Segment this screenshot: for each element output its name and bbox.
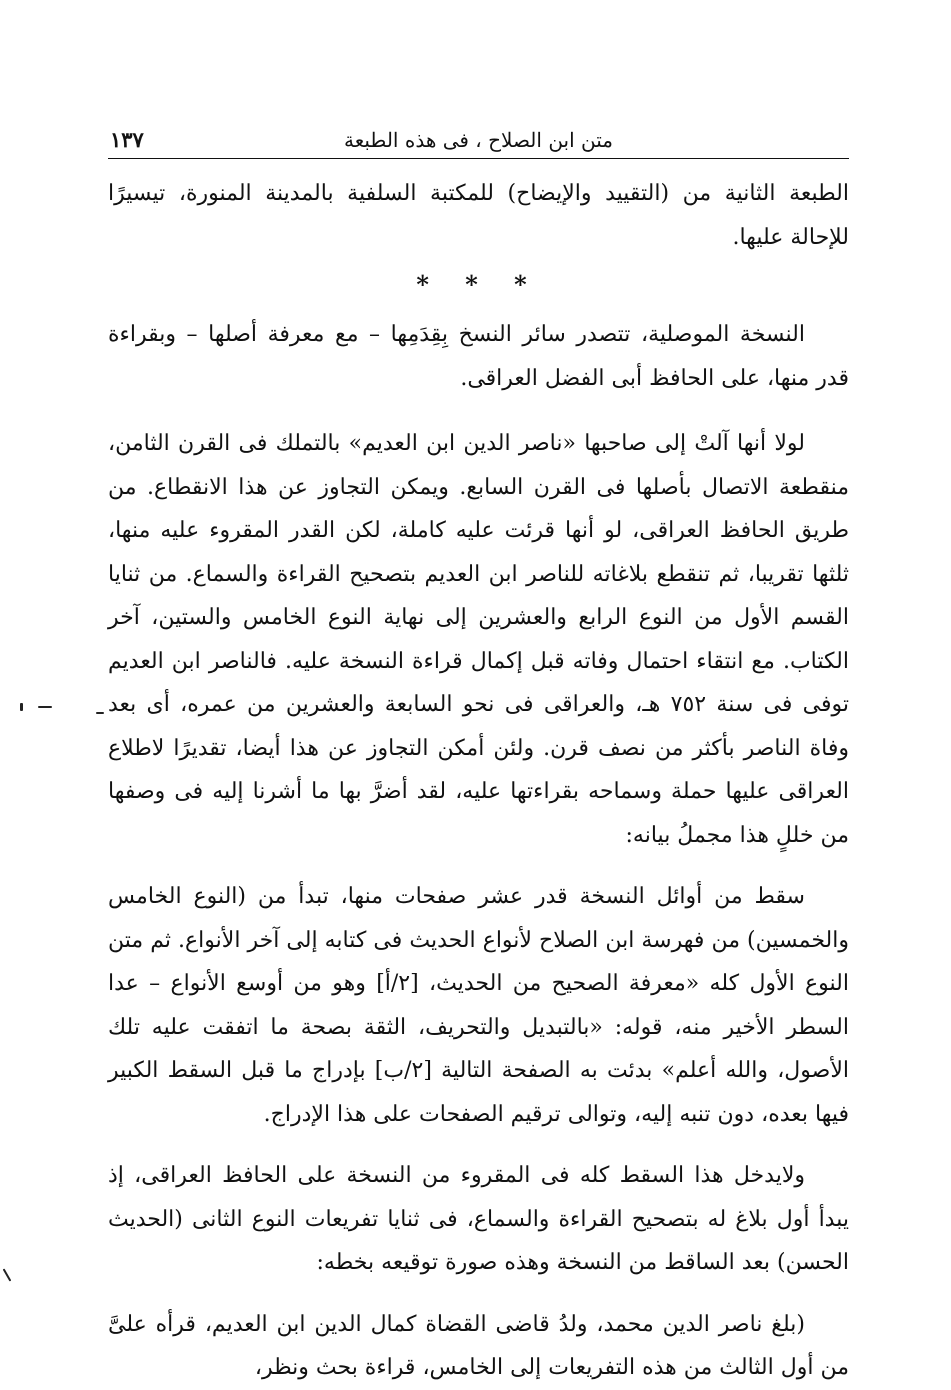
header-title: متن ابن الصلاح ، فى هذه الطبعة <box>344 128 613 152</box>
paragraph-missing-pages: سقط من أوائل النسخة قدر عشر صفحات منها، تبدأ من (النوع الخامس والخمسين) من فهرسة ابن الصلاح لأنواع الحديث فى كتابه إلى آخر الأنواع. ثم متن النوع الأول كله «معرفة الصحيح من الحديث، [٢/أ] وهو من أوسع الأنواع – عدا السطر الأخير منه، قوله: «بالتبديل والتحريف، الثقة بصحة ما اتفقت عليه تلك الأصول، والله أعلم» بدئت به الصفحة التالية [٢/ب] بإدراج ما قبل السقط الكبير فيها بعده، دون تنبه إليه، وتوالى ترقيم الصفحات على هذا الإدراج. <box>108 884 849 1127</box>
scan-speck <box>20 703 23 711</box>
section-separator: * * * <box>416 270 541 299</box>
paragraph-ibn-al-adim: لولا أنها آلتْ إلى صاحبها «ناصر الدين ابن العديم» بالتملك فى القرن الثامن، منقطعة الاتصال بأصلها فى القرن السابع. ويمكن التجاوز عن هذا الانقطاع. من طريق الحافظ العراقى، لو أنها قرئت عليه كاملة، لكن القدر المقروء عليه منها، ثلثها تقريبا، ثم تنقطع بلاغاته للناصر ابن العديم بتصحيح القراءة والسماع. من ثنايا القسم الأول من النوع الرابع والعشرين إلى نهاية النوع الخامس والستين، آخر الكتاب. مع انتقاء احتمال وفاته قبل إكمال قراءة النسخة عليه. فالناصر ابن العديم توفى فى سنة ٧٥٢ هـ، والعراقى فى نحو السابعة والعشرين من عمره، أى بعد وفاة الناصر بأكثر من نصف قرن. ولئن أمكن التجاوز عن هذا أيضا، تقديرًا لاطلاع العراقى عليها حملة وسماحه بقراءتها عليه، لقد أضرَّ بها ما أشرنا إليه فى وصفها من خللٍ هذا مجملُ بيانه: <box>108 431 849 848</box>
running-header <box>108 112 849 159</box>
page-number: ١٣٧ <box>110 127 144 152</box>
paragraph-mosul-manuscript: النسخة الموصلية، تتصدر سائر النسخ بِقِدَمِها – مع معرفة أصلها – وبقراءة قدر منها، على الحافظ أبى الفضل العراقى. <box>108 322 849 391</box>
body-text <box>108 172 849 1390</box>
paragraph-iraqi-reading: ولايدخل هذا السقط كله فى المقروء من النسخة على الحافظ العراقى، إذ يبدأ أول بلاغ له بتصحيح القراءة والسماع، فى ثنايا تفريعات النوع الثانى (الحديث الحسن) بعد الساقط من النسخة وهذه صورة توقيعه بخطه: <box>108 1163 849 1275</box>
scan-speck <box>3 1268 12 1281</box>
scan-speck <box>38 706 52 708</box>
scan-speck <box>96 712 104 714</box>
paragraph-continuation: الطبعة الثانية من (التقييد والإيضاح) للمكتبة السلفية بالمدينة المنورة، تيسيرًا للإحالة عليها. <box>108 181 849 250</box>
paragraph-quoted-note: (بلغ ناصر الدين محمد، ولدُ قاضى القضاة كمال الدين ابن العديم، قرأه علىَّ من أول الثالث من هذه التفريعات إلى الخامس، قراءة بحث ونظر، <box>108 1311 849 1380</box>
